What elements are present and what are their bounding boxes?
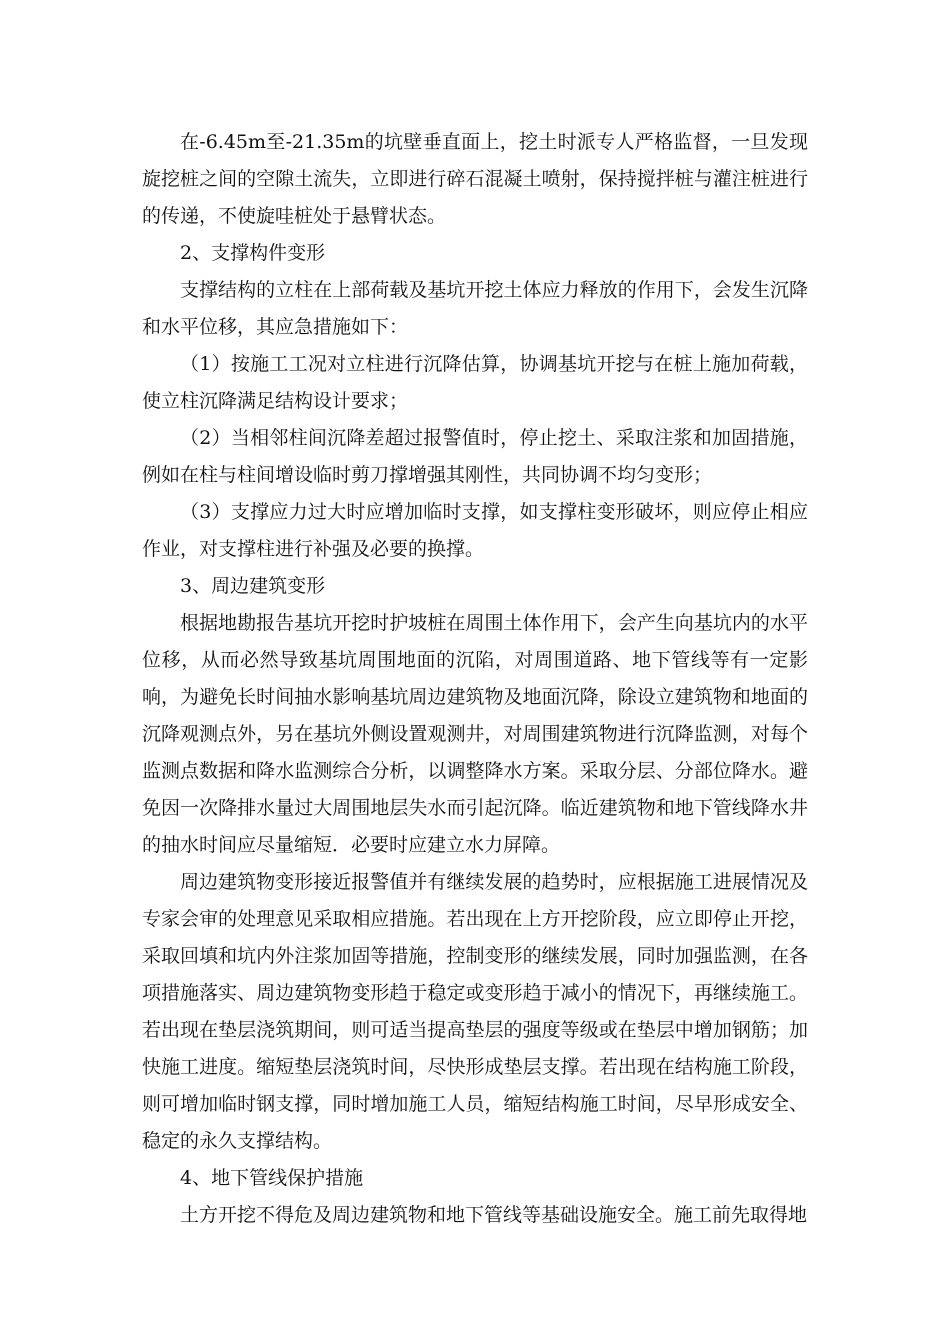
section-heading-surrounding-buildings: 3、周边建筑变形 <box>180 575 326 597</box>
paragraph-measure-2: （2）当相邻柱间沉降差超过报警值时，停止挖土、采取注浆和加固措施，例如在柱与柱间增设临时剪刀撑增强其刚性，共同协调不均匀变形； <box>142 427 808 486</box>
section-heading-pipeline-protection: 4、地下管线保护措施 <box>180 1167 364 1189</box>
document-body <box>142 124 808 1234</box>
section-heading-support-deformation: 2、支撑构件变形 <box>180 242 326 264</box>
paragraph-support-settlement: 支撑结构的立柱在上部荷载及基坑开挖土体应力释放的作用下，会发生沉降和水平位移，其应急措施如下： <box>142 279 808 338</box>
paragraph-deformation-response: 周边建筑物变形接近报警值并有继续发展的趋势时，应根据施工进展情况及专家会审的处理意见采取相应措施。若出现在上方开挖阶段，应立即停止开挖，采取回填和坑内外注浆加固等措施，控制变形的继续发展，同时加强监测，在各项措施落实、周边建筑物变形趋于稳定或变形趋于减小的情况下，再继续施工。若出现在垫层浇筑期间，则可适当提高垫层的强度等级或在垫层中增加钢筋；加快施工进度。缩短垫层浇筑时间，尽快形成垫层支撑。若出现在结构施工阶段，则可增加临时钢支撑，同时增加施工人员，缩短结构施工时间，尽早形成安全、稳定的永久支撑结构。 <box>142 871 808 1152</box>
paragraph-pit-wall-monitoring: 在-6.45m至-21.35m的坑壁垂直面上，挖土时派专人严格监督，一旦发现旋挖桩之间的空隙土流失，立即进行碎石混凝土喷射，保持搅拌桩与灌注桩进行的传递，不使旋哇桩处于悬臂状态。 <box>142 131 808 227</box>
paragraph-measure-1: （1）按施工工况对立柱进行沉降估算，协调基坑开挖与在桩上施加荷载，使立柱沉降满足结构设计要求； <box>142 353 808 412</box>
paragraph-measure-3: （3）支撑应力过大时应增加临时支撑，如支撑柱变形破坏，则应停止相应作业，对支撑柱进行补强及必要的换撑。 <box>142 501 808 560</box>
paragraph-pipeline-intro: 土方开挖不得危及周边建筑物和地下管线等基础设施安全。施工前先取得地 <box>180 1204 808 1226</box>
paragraph-ground-settlement: 根据地勘报告基坑开挖时护坡桩在周围土体作用下，会产生向基坑内的水平位移，从而必然导致基坑周围地面的沉陷，对周围道路、地下管线等有一定影响，为避免长时间抽水影响基坑周边建筑物及地面沉降，除设立建筑物和地面的沉降观测点外，另在基坑外侧设置观测井，对周围建筑物进行沉降监测，对每个监测点数据和降水监测综合分析，以调整降水方案。采取分层、分部位降水。避免因一次降排水量过大周围地层失水而引起沉降。临近建筑物和地下管线降水井的抽水时间应尽量缩短．必要时应建立水力屏障。 <box>142 612 808 856</box>
